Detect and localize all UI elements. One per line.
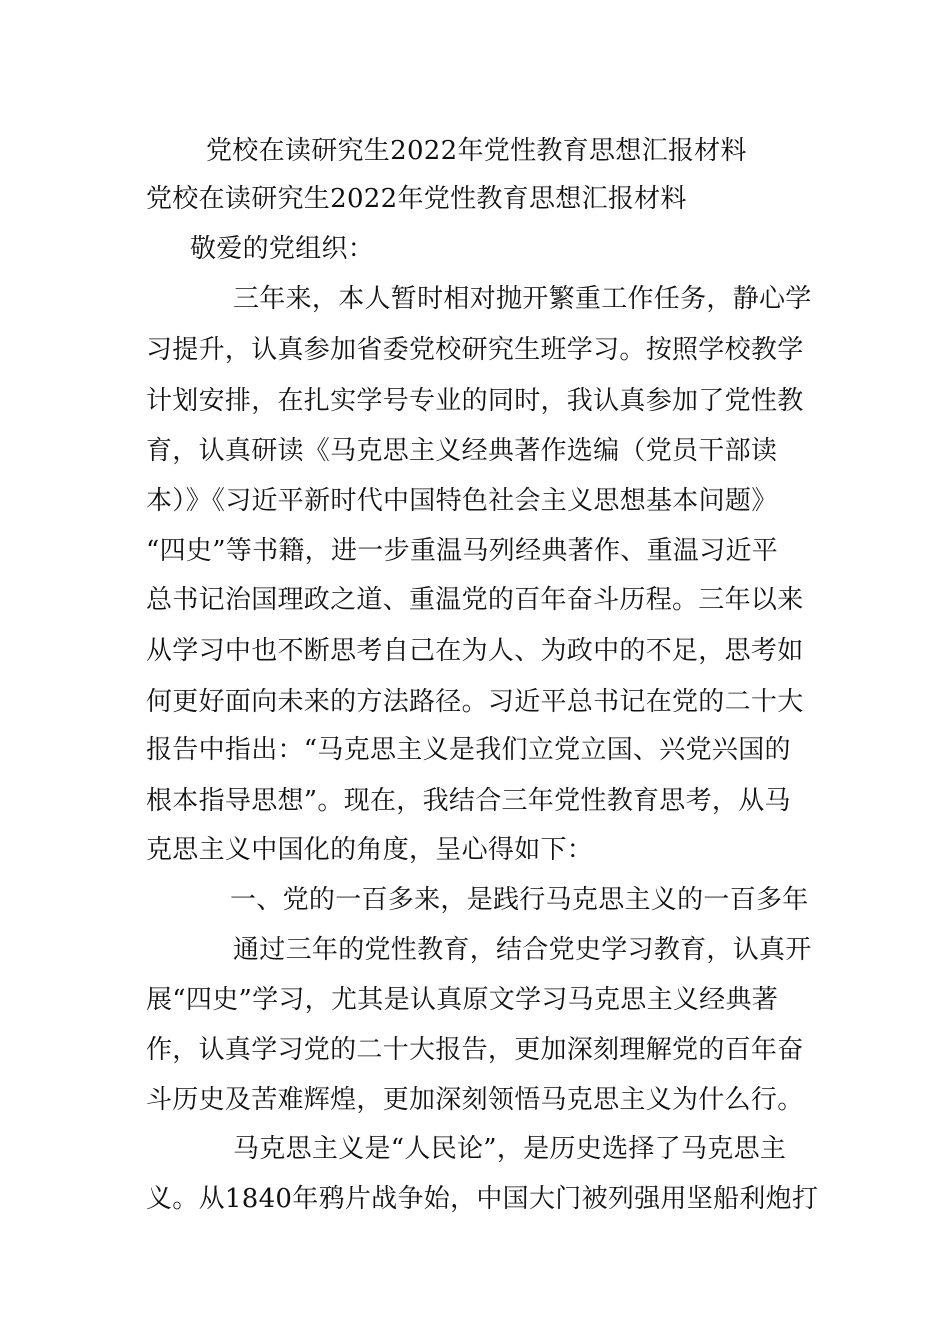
paragraph-line: 育，认真研读《马克思主义经典著作选编（党员干部读 (146, 436, 778, 466)
paragraph-line: 习提升，认真参加省委党校研究生班学习。按照学校教学 (146, 335, 804, 365)
paragraph-line: 报告中指出：“马克思主义是我们立党立国、兴党兴国的 (146, 735, 791, 765)
paragraph-line: “四史”等书籍，进一步重温马列经典著作、重温习近平 (146, 536, 779, 566)
paragraph-line: 义。从1840年鸦片战争始，中国大门被列强用坚船利炮打 (146, 1184, 819, 1214)
document-title: 党校在读研究生2022年党性教育思想汇报材料 (206, 136, 747, 166)
section-heading: 一、党的一百多来，是践行马克思主义的一百多年 (230, 885, 809, 915)
paragraph-line: 克思主义中国化的角度，呈心得如下： (146, 835, 594, 865)
paragraph-line: 何更好面向未来的方法路径。习近平总书记在党的二十大 (146, 687, 804, 717)
paragraph-line: 根本指导思想”。现在，我结合三年党性教育思考，从马 (146, 786, 791, 816)
paragraph-line: 作，认真学习党的二十大报告，更加深刻理解党的百年奋 (146, 1035, 804, 1065)
paragraph-line: 本）》《习近平新时代中国特色社会主义思想基本问题》 (146, 486, 778, 516)
paragraph-line: 计划安排，在扎实学号专业的同时，我认真参加了党性教 (146, 386, 804, 416)
paragraph-line: 展“四史”学习，尤其是认真原文学习马克思主义经典著 (146, 985, 779, 1015)
salutation: 敬爱的党组织： (190, 234, 375, 264)
paragraph-line: 从学习中也不断思考自己在为人、为政中的不足，思考如 (146, 636, 804, 666)
paragraph-line: 三年来，本人暂时相对抛开繁重工作任务，静心学 (233, 284, 812, 314)
paragraph-line: 总书记治国理政之道、重温党的百年奋斗历程。三年以来 (146, 585, 804, 615)
paragraph-line: 马克思主义是“人民论”，是历史选择了马克思主 (233, 1134, 787, 1164)
paragraph-line: 通过三年的党性教育，结合党史学习教育，认真开 (233, 935, 812, 965)
paragraph-line: 斗历史及苦难辉煌，更加深刻领悟马克思主义为什么行。 (146, 1085, 804, 1115)
document-subtitle: 党校在读研究生2022年党性教育思想汇报材料 (146, 184, 687, 214)
